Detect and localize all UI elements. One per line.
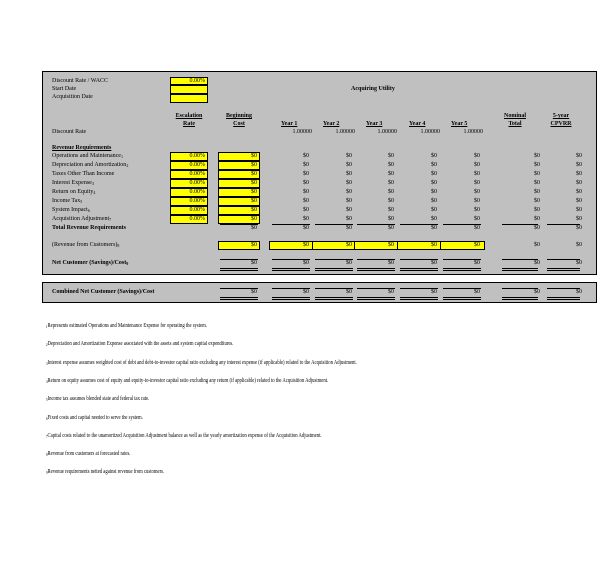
footnote-8 [46,451,130,458]
combined-net-underline [315,299,353,300]
footnote-text: Income tax assumes blended state and federal tax rate. [47,396,150,403]
revenue-from-customers-year5: $0 [474,242,480,248]
revenue-row-cpvrr: $0 [576,162,582,168]
net-customer-underline [443,268,481,269]
revenue-row-label [52,207,90,214]
revenue-row-beginning-cost: $0 [251,162,257,168]
revenue-row-year2: $0 [346,207,352,213]
acquisition-date-input[interactable] [170,94,208,103]
net-customer-underline [400,268,438,269]
footnote-1 [46,323,207,330]
net-customer-underline [547,268,580,269]
revenue-row-year2: $0 [346,171,352,177]
revenue-row-year4: $0 [431,198,437,204]
footnote-number: 7 [46,433,48,439]
net-customer-nominal-total: $0 [534,260,540,266]
footnote-number: 2 [46,342,48,348]
discount-rate-wacc-value: 0.00% [189,78,205,84]
escalation-rate-input[interactable] [170,197,208,206]
footnote-number: 9 [46,470,48,476]
revenue-row-year3: $0 [388,216,394,222]
revenue-row-year4: $0 [431,216,437,222]
combined-net-underline [502,288,538,289]
revenue-row-nominal-total: $0 [534,189,540,195]
combined-net-year2: $0 [346,289,352,295]
revenue-row-label [52,153,123,160]
net-customer-cpvrr: $0 [576,260,582,266]
combined-net-beginning-cost: $0 [251,289,257,295]
combined-net-underline [272,299,310,300]
net-customer-year3: $0 [388,260,394,266]
escalation-rate-value: 0.00% [189,171,205,177]
revenue-row-year2: $0 [346,153,352,159]
net-customer-underline [547,270,580,271]
escalation-rate-input[interactable] [170,206,208,215]
revenue-row-beginning-cost: $0 [251,153,257,159]
revenue-row-year3: $0 [388,198,394,204]
escalation-rate-value: 0.00% [189,216,205,222]
footnote-ref: 5 [80,199,83,204]
revenue-from-customers-cpvrr: $0 [576,242,582,248]
net-customer-underline [357,268,395,269]
combined-net-underline [547,297,580,298]
footnote-6 [46,415,143,422]
revenue-row-year5: $0 [474,171,480,177]
revenue-row-label-text: Operations and Maintenance [52,153,121,159]
net-customer-underline [315,270,353,271]
revenue-from-customers-year3: $0 [388,242,394,248]
total-revenue-underline [357,224,395,225]
combined-net-underline [220,299,258,300]
discount-rate-wacc-label: Discount Rate / WACC [52,78,109,84]
total-revenue-year3: $0 [388,225,394,231]
escalation-rate-input[interactable] [170,170,208,179]
revenue-row-year3: $0 [388,162,394,168]
total-revenue-year2: $0 [346,225,352,231]
total-revenue-underline [315,224,353,225]
year1-header: Year 1 [281,121,298,127]
net-customer-year2: $0 [346,260,352,266]
revenue-row-year2: $0 [346,180,352,186]
net-customer-underline [357,270,395,271]
revenue-row-year2: $0 [346,189,352,195]
revenue-from-customers-year4: $0 [431,242,437,248]
beginning-cost-header-2: Cost [233,121,245,127]
revenue-row-beginning-cost: $0 [251,216,257,222]
footnote-ref: 1 [120,154,123,159]
footnote-number: 8 [46,452,48,458]
revenue-row-year4: $0 [431,189,437,195]
revenue-row-label-text: Acquisition Adjustment [52,216,110,222]
escalation-header-2: Rate [183,121,195,127]
escalation-rate-value: 0.00% [189,198,205,204]
combined-net-underline [400,288,438,289]
footnote-ref: 3 [91,181,94,186]
escalation-rate-value: 0.00% [189,207,205,213]
revenue-row-nominal-total: $0 [534,171,540,177]
escalation-rate-input[interactable] [170,188,208,197]
start-date-label: Start Date [52,86,77,92]
combined-net-underline [547,299,580,300]
net-customer-year4: $0 [431,260,437,266]
revenue-row-nominal-total: $0 [534,198,540,204]
footnote-text: Return on equity assumes cost of equity and equity-to-investor capital ratio excluding any return (if applicable) related to the Acquisition Adjustment. [47,377,329,384]
revenue-row-cpvrr: $0 [576,198,582,204]
year5-header: Year 5 [451,121,468,127]
revenue-row-beginning-cost: $0 [251,180,257,186]
revenue-row-year1: $0 [303,189,309,195]
footnote-2 [46,341,233,348]
revenue-row-beginning-cost: $0 [251,189,257,195]
footnote-ref: 6 [87,208,90,213]
total-revenue-cpvrr: $0 [576,225,582,231]
revenue-row-year1: $0 [303,198,309,204]
net-customer-underline [272,259,310,260]
revenue-row-label [52,216,111,223]
revenue-row-year3: $0 [388,153,394,159]
footnote-4 [46,378,328,385]
discount-factor-year5: 1.00000 [463,129,483,135]
revenue-row-year3: $0 [388,189,394,195]
net-customer-underline [272,270,310,271]
revenue-row-beginning-cost: $0 [251,207,257,213]
combined-net-underline [220,288,258,289]
revenue-requirements-title: Revenue Requirements [52,145,112,151]
net-customer-underline [547,259,580,260]
revenue-row-year1: $0 [303,153,309,159]
footnote-3 [46,360,357,367]
revenue-row-nominal-total: $0 [534,207,540,213]
revenue-row-year1: $0 [303,180,309,186]
revenue-row-year4: $0 [431,162,437,168]
revenue-row-nominal-total: $0 [534,180,540,186]
nominal-header-2: Total [508,121,522,127]
section-title: Acquiring Utility [351,86,395,92]
escalation-rate-value: 0.00% [189,180,205,186]
revenue-row-label-text: System Impact [52,207,88,213]
net-customer-underline [502,259,538,260]
discount-rate-wacc-input[interactable] [170,77,208,85]
escalation-rate-input[interactable] [170,179,208,188]
revenue-row-label [52,198,82,205]
net-customer-underline [315,268,353,269]
combined-net-underline [400,299,438,300]
revenue-row-nominal-total: $0 [534,153,540,159]
net-customer-underline [443,270,481,271]
combined-net-year5: $0 [474,289,480,295]
nominal-header-1: Nominal [503,113,526,119]
revenue-row-year2: $0 [346,198,352,204]
discount-factor-year3: 1.00000 [377,129,397,135]
total-revenue-year5: $0 [474,225,480,231]
combined-net-underline [502,297,538,298]
footnote-text: Revenue requirements netted against revenue from customers. [47,469,165,476]
revenue-row-label [52,162,128,169]
combined-net-underline [502,299,538,300]
acquisition-date-label: Acquisition Date [52,94,93,100]
revenue-row-year5: $0 [474,189,480,195]
year4-header: Year 4 [409,121,426,127]
revenue-row-year3: $0 [388,207,394,213]
revenue-row-year3: $0 [388,171,394,177]
revenue-row-year2: $0 [346,216,352,222]
revenue-row-year5: $0 [474,180,480,186]
net-customer-year5: $0 [474,260,480,266]
net-customer-underline [220,259,258,260]
revenue-from-customers-nominal-total: $0 [534,242,540,248]
net-customer-underline [502,270,538,271]
revenue-row-cpvrr: $0 [576,189,582,195]
escalation-rate-input[interactable] [170,161,208,170]
revenue-row-label-text: Income Tax [52,198,81,204]
revenue-row-label-text: Return on Equity [52,189,94,195]
combined-net-underline [400,297,438,298]
cpvrr-header-2: CPVRR [550,121,572,127]
net-customer-year1: $0 [303,260,309,266]
revenue-row-cpvrr: $0 [576,180,582,186]
combined-net-underline [357,297,395,298]
cpvrr-header-1: 5-year [552,113,570,119]
escalation-rate-input[interactable] [170,152,208,161]
combined-net-underline [272,297,310,298]
discount-rate-label: Discount Rate [52,129,87,135]
combined-net-label: Combined Net Customer (Savings)/Cost [52,289,155,295]
footnote-text: Fixed costs and capital needed to serve the system. [47,414,143,421]
escalation-rate-input[interactable] [170,215,208,224]
combined-net-underline [357,299,395,300]
total-revenue-underline [272,224,310,225]
combined-net-underline [443,297,481,298]
net-customer-underline [400,270,438,271]
revenue-row-beginning-cost: $0 [251,171,257,177]
escalation-rate-value: 0.00% [189,153,205,159]
footnote-number: 4 [46,378,48,384]
combined-net-underline [357,288,395,289]
footnote-text: Capital costs related to the unamortized Acquisition Adjustment balance as well as the yearly amortization expense of the Acquisition Adjustment. [47,432,322,439]
revenue-row-year1: $0 [303,162,309,168]
footnote-number: 6 [46,415,48,421]
net-customer-underline [502,268,538,269]
revenue-row-cpvrr: $0 [576,153,582,159]
revenue-from-customers-year2: $0 [346,242,352,248]
footnote-number: 5 [46,397,48,403]
footnote-number: 3 [46,360,48,366]
revenue-row-year1: $0 [303,171,309,177]
total-revenue-nominal-total: $0 [534,225,540,231]
revenue-from-customers-year1: $0 [303,242,309,248]
footnote-7 [46,433,322,440]
net-customer-beginning-cost: $0 [251,260,257,266]
net-customer-label: Net Customer (Savings)/Cost$^9$ [52,260,129,266]
revenue-row-label-text: Interest Expense [52,180,92,186]
net-customer-underline [357,259,395,260]
revenue-row-cpvrr: $0 [576,216,582,222]
total-revenue-underline [400,224,438,225]
footnote-text: Interest expense assumes weighted cost of debt and debt-to-investor capital ratio excluding any interest expense (if applicable) related to the Acquisition Adjustment. [47,359,357,366]
combined-net-underline [443,299,481,300]
discount-factor-year2: 1.00000 [335,129,355,135]
revenue-row-year5: $0 [474,216,480,222]
net-customer-underline [220,268,258,269]
combined-net-year1: $0 [303,289,309,295]
footnote-text: Revenue from customers at forecasted rates. [47,451,131,458]
total-revenue-underline [220,224,258,225]
footnote-ref: 7 [109,217,112,222]
revenue-row-year2: $0 [346,162,352,168]
revenue-row-year4: $0 [431,153,437,159]
total-revenue-underline [443,224,481,225]
revenue-row-label-text: Depreciation and Amortization [52,162,127,168]
revenue-row-nominal-total: $0 [534,162,540,168]
total-revenue-label: Total Revenue Requirements [52,225,126,231]
revenue-row-cpvrr: $0 [576,207,582,213]
combined-net-nominal-total: $0 [534,289,540,295]
revenue-row-year5: $0 [474,207,480,213]
footnote-ref: 2 [126,163,129,168]
footnote-ref: 4 [93,190,96,195]
total-revenue-underline [502,224,538,225]
combined-net-underline [547,288,580,289]
total-revenue-beginning-cost: $0 [251,225,257,231]
discount-factor-year1: 1.00000 [292,129,312,135]
revenue-row-year5: $0 [474,162,480,168]
combined-net-year3: $0 [388,289,394,295]
escalation-rate-value: 0.00% [189,162,205,168]
total-revenue-underline [547,224,580,225]
revenue-row-cpvrr: $0 [576,171,582,177]
footnote-5 [46,396,149,403]
discount-factor-year4: 1.00000 [420,129,440,135]
footnote-text: Represents estimated Operations and Maintenance Expense for operating the system. [47,323,207,329]
net-customer-underline [272,268,310,269]
net-customer-underline [443,259,481,260]
net-customer-underline [315,259,353,260]
footnote-number: 1 [46,324,48,329]
combined-net-year4: $0 [431,289,437,295]
footnote-9 [46,469,164,476]
footnote-text: Depreciation and Amortization Expense associated with the assets and system capital expenditures. [47,341,234,348]
revenue-row-label [52,180,94,187]
beginning-cost-header-1: Beginning [225,113,252,119]
combined-net-underline [315,288,353,289]
year2-header: Year 2 [323,121,340,127]
revenue-row-year5: $0 [474,153,480,159]
revenue-row-year1: $0 [303,216,309,222]
revenue-row-year4: $0 [431,207,437,213]
revenue-row-year4: $0 [431,180,437,186]
revenue-row-year4: $0 [431,171,437,177]
revenue-row-year1: $0 [303,207,309,213]
combined-net-underline [220,297,258,298]
revenue-row-year5: $0 [474,198,480,204]
net-customer-underline [220,270,258,271]
year3-header: Year 3 [366,121,383,127]
revenue-row-label-text: Taxes Other Than Income [52,171,115,177]
revenue-row-year3: $0 [388,180,394,186]
revenue-from-customers-label: (Revenue from Customers)$^8$ [52,242,120,248]
revenue-from-customers-beginning-cost: $0 [251,242,257,248]
combined-net-underline [315,297,353,298]
revenue-row-nominal-total: $0 [534,216,540,222]
total-revenue-year1: $0 [303,225,309,231]
revenue-row-label [52,189,95,196]
revenue-row-beginning-cost: $0 [251,198,257,204]
escalation-header-1: Escalation [175,113,203,119]
net-customer-underline [400,259,438,260]
revenue-row-label [52,171,114,178]
combined-net-underline [272,288,310,289]
combined-net-underline [443,288,481,289]
total-revenue-year4: $0 [431,225,437,231]
start-date-input[interactable] [170,85,208,94]
combined-net-cpvrr: $0 [576,289,582,295]
escalation-rate-value: 0.00% [189,189,205,195]
